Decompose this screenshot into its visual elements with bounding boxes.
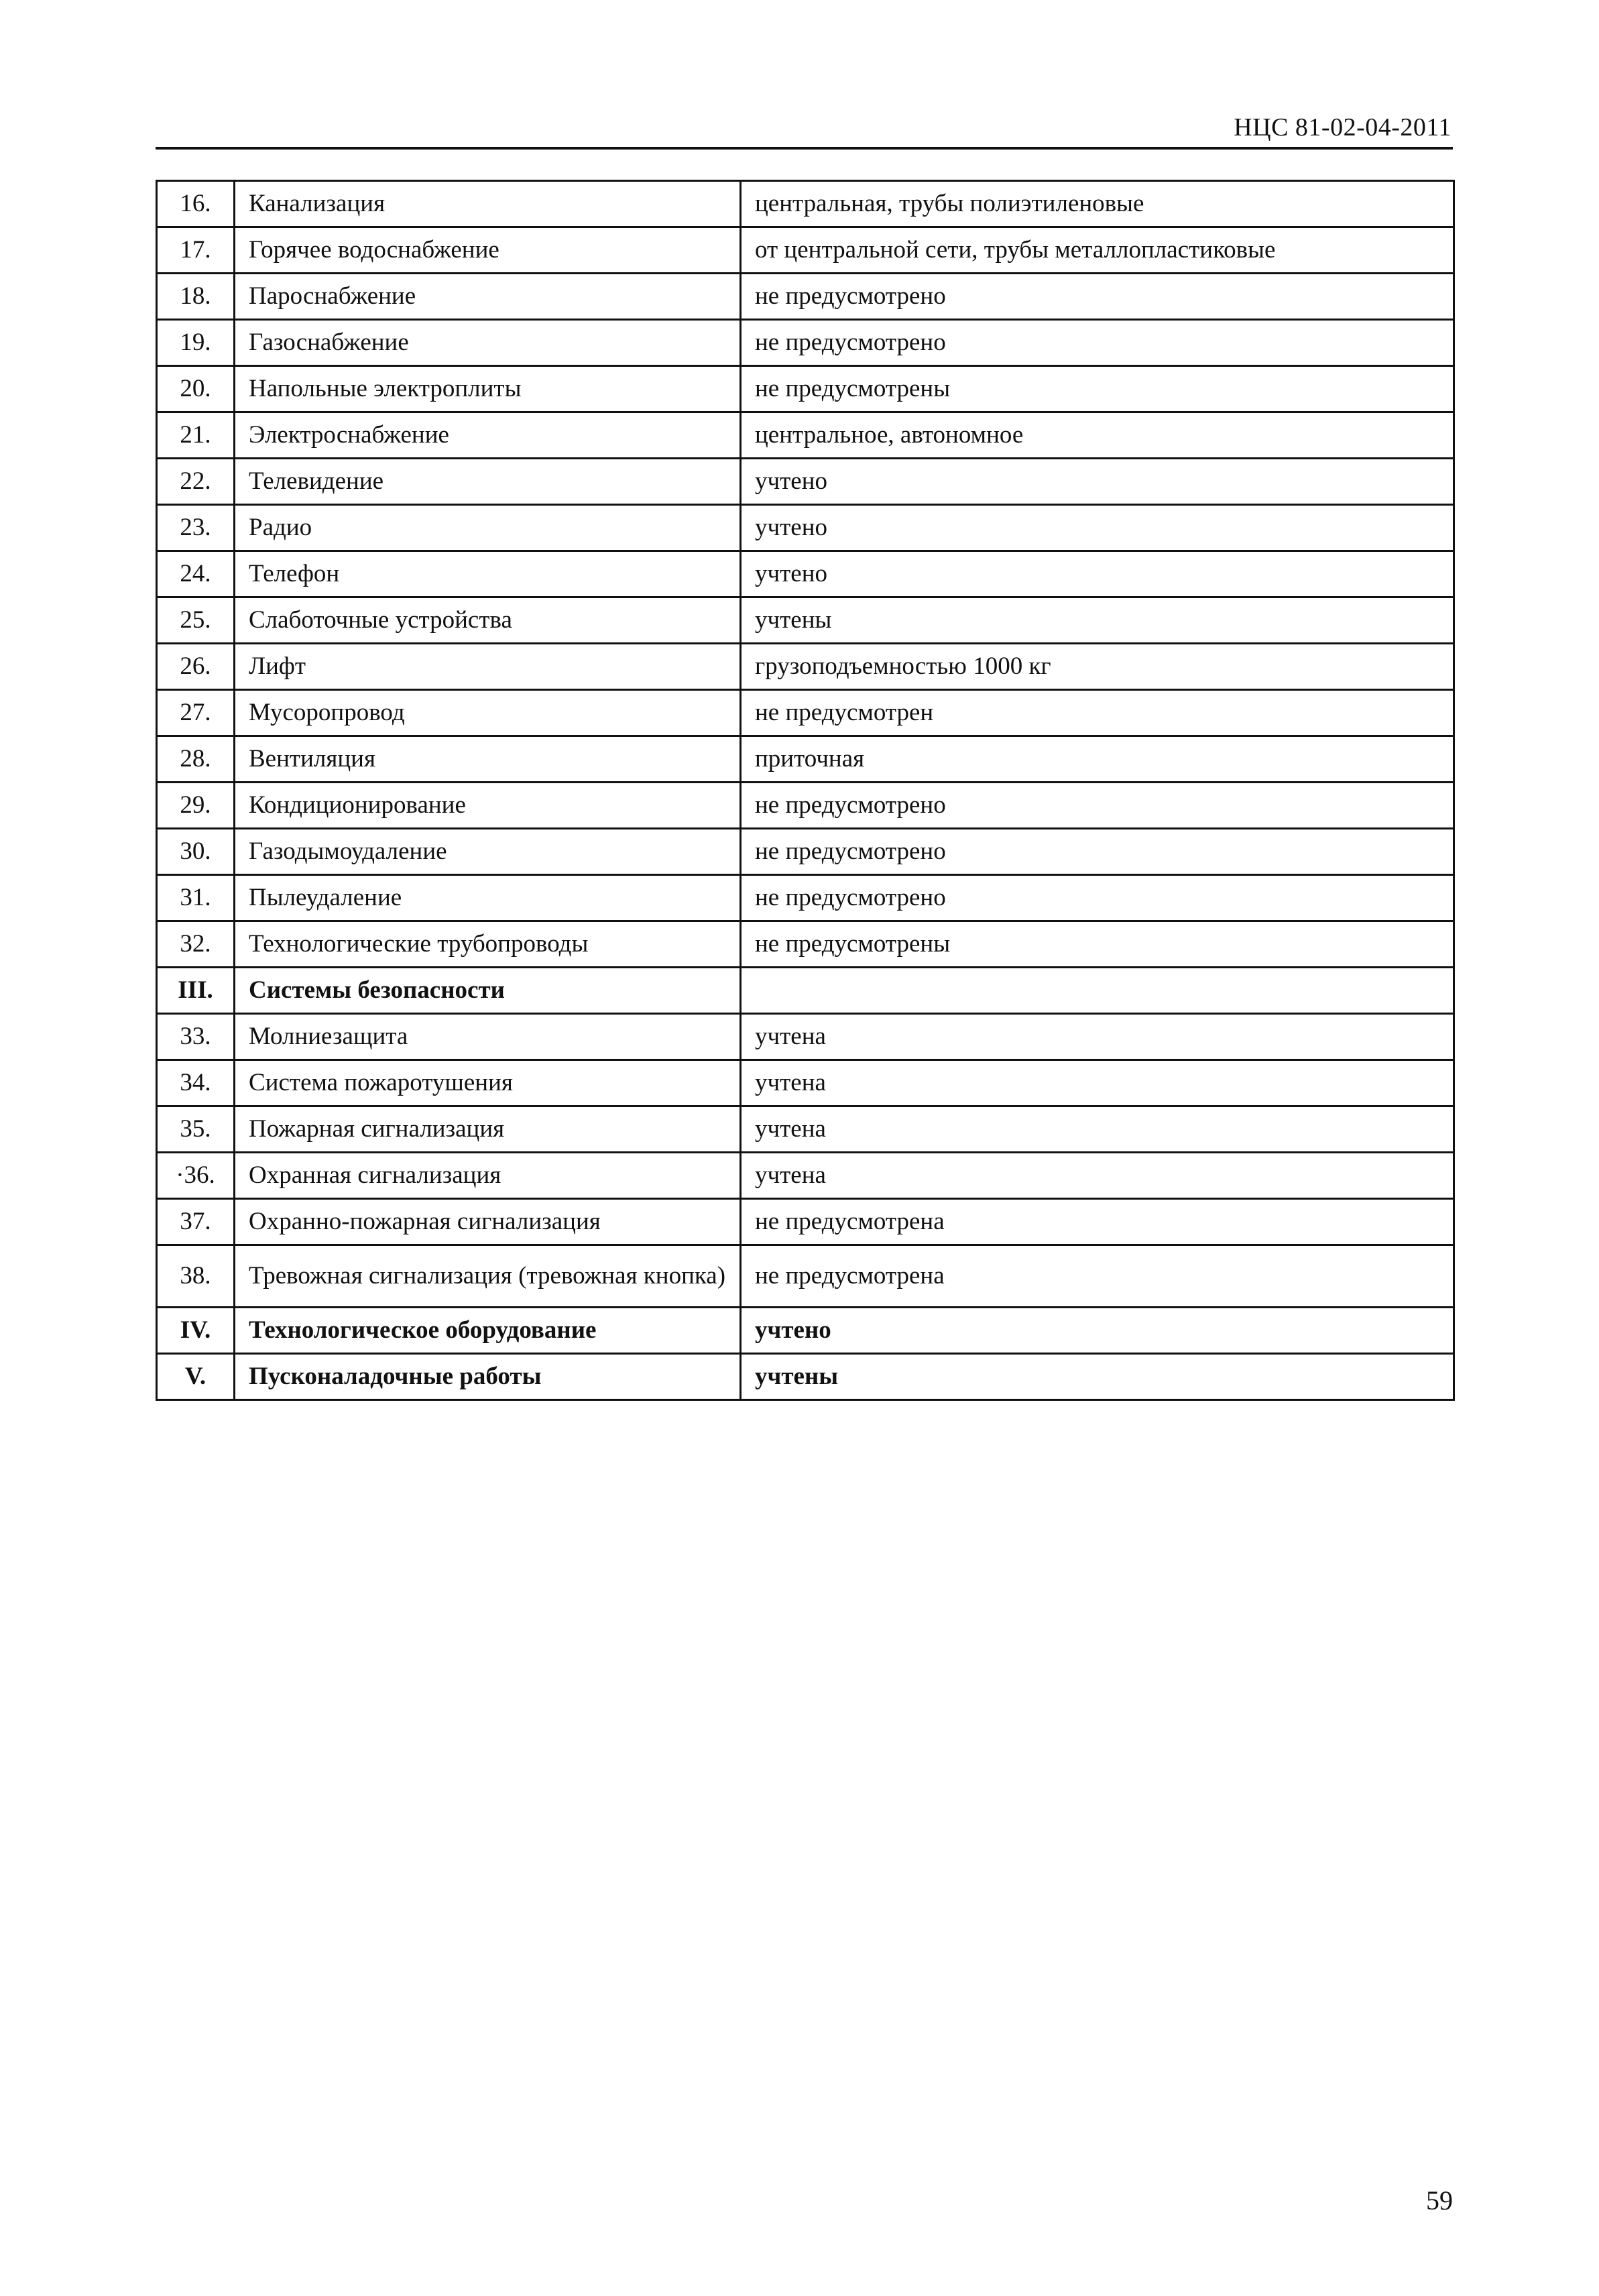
row-number: 26. xyxy=(157,644,235,690)
table-row xyxy=(157,1060,1454,1106)
item-description: учтена xyxy=(741,1106,1454,1153)
row-number: 28. xyxy=(157,736,235,783)
row-number: III. xyxy=(157,968,235,1014)
item-name: Электроснабжение xyxy=(235,412,741,459)
table-row xyxy=(157,829,1454,875)
row-number: IV. xyxy=(157,1308,235,1354)
item-description: учтено xyxy=(741,1308,1454,1354)
row-number: ·36. xyxy=(157,1153,235,1199)
item-description: приточная xyxy=(741,736,1454,783)
row-number: 32. xyxy=(157,921,235,968)
table-row xyxy=(157,921,1454,968)
row-number: 31. xyxy=(157,875,235,921)
row-number: 35. xyxy=(157,1106,235,1153)
item-name: Охранная сигнализация xyxy=(235,1153,741,1199)
item-name: Пусконаладочные работы xyxy=(235,1354,741,1400)
row-number: 24. xyxy=(157,551,235,597)
row-number: 16. xyxy=(157,181,235,227)
row-number: 27. xyxy=(157,690,235,736)
specification-table xyxy=(156,180,1455,1401)
table-row xyxy=(157,274,1454,320)
row-number: 29. xyxy=(157,783,235,829)
item-name: Слаботочные устройства xyxy=(235,597,741,644)
item-name: Система пожаротушения xyxy=(235,1060,741,1106)
item-description: не предусмотрено xyxy=(741,783,1454,829)
table-row xyxy=(157,320,1454,366)
item-name: Молниезащита xyxy=(235,1014,741,1060)
section-row xyxy=(157,1354,1454,1400)
table-row xyxy=(157,505,1454,551)
item-name: Технологические трубопроводы xyxy=(235,921,741,968)
item-description: не предусмотрены xyxy=(741,921,1454,968)
row-number: V. xyxy=(157,1354,235,1400)
table-row xyxy=(157,227,1454,274)
item-name: Телевидение xyxy=(235,459,741,505)
item-description: учтено xyxy=(741,459,1454,505)
row-number: 23. xyxy=(157,505,235,551)
item-description: учтена xyxy=(741,1060,1454,1106)
item-description: центральная, трубы полиэтиленовые xyxy=(741,181,1454,227)
page-number: 59 xyxy=(1426,2185,1453,2216)
row-number: 19. xyxy=(157,320,235,366)
table-row xyxy=(157,1153,1454,1199)
item-description: не предусмотрена xyxy=(741,1199,1454,1245)
row-number: 17. xyxy=(157,227,235,274)
table-row xyxy=(157,366,1454,412)
table-row xyxy=(157,875,1454,921)
table-row xyxy=(157,1014,1454,1060)
table-row xyxy=(157,181,1454,227)
item-name: Мусоропровод xyxy=(235,690,741,736)
table-row xyxy=(157,1106,1454,1153)
table-row xyxy=(157,412,1454,459)
item-name: Телефон xyxy=(235,551,741,597)
row-number: 18. xyxy=(157,274,235,320)
item-name: Кондиционирование xyxy=(235,783,741,829)
table-row xyxy=(157,644,1454,690)
row-number: 22. xyxy=(157,459,235,505)
row-number: 20. xyxy=(157,366,235,412)
item-name: Тревожная сигнализация (тревожная кнопка) xyxy=(235,1245,741,1308)
item-name: Пожарная сигнализация xyxy=(235,1106,741,1153)
item-description: не предусмотрен xyxy=(741,690,1454,736)
item-description: не предусмотрено xyxy=(741,875,1454,921)
item-description: не предусмотрено xyxy=(741,829,1454,875)
item-description: не предусмотрены xyxy=(741,366,1454,412)
table-row xyxy=(157,1199,1454,1245)
table-row xyxy=(157,690,1454,736)
item-description: учтена xyxy=(741,1014,1454,1060)
row-number: 30. xyxy=(157,829,235,875)
row-number: 37. xyxy=(157,1199,235,1245)
row-number: 34. xyxy=(157,1060,235,1106)
item-name: Радио xyxy=(235,505,741,551)
item-description: учтены xyxy=(741,1354,1454,1400)
table-row xyxy=(157,736,1454,783)
item-name: Охранно-пожарная сигнализация xyxy=(235,1199,741,1245)
section-row xyxy=(157,1308,1454,1354)
row-number: 33. xyxy=(157,1014,235,1060)
item-name: Газодымоудаление xyxy=(235,829,741,875)
item-description: не предусмотрено xyxy=(741,274,1454,320)
section-row xyxy=(157,968,1454,1014)
item-name: Пароснабжение xyxy=(235,274,741,320)
item-description xyxy=(741,968,1454,1014)
table-row xyxy=(157,459,1454,505)
item-name: Канализация xyxy=(235,181,741,227)
item-description: грузоподъемностью 1000 кг xyxy=(741,644,1454,690)
item-description: не предусмотрено xyxy=(741,320,1454,366)
row-number: 25. xyxy=(157,597,235,644)
item-name: Технологическое оборудование xyxy=(235,1308,741,1354)
item-description: не предусмотрена xyxy=(741,1245,1454,1308)
row-number: 21. xyxy=(157,412,235,459)
item-name: Газоснабжение xyxy=(235,320,741,366)
table-row xyxy=(157,1245,1454,1308)
item-name: Пылеудаление xyxy=(235,875,741,921)
item-description: учтено xyxy=(741,551,1454,597)
header-divider xyxy=(156,147,1453,150)
item-description: центральное, автономное xyxy=(741,412,1454,459)
item-description: от центральной сети, трубы металлопластиковые xyxy=(741,227,1454,274)
table-row xyxy=(157,597,1454,644)
item-name: Системы безопасности xyxy=(235,968,741,1014)
item-name: Вентиляция xyxy=(235,736,741,783)
item-name: Лифт xyxy=(235,644,741,690)
item-description: учтено xyxy=(741,505,1454,551)
item-name: Горячее водоснабжение xyxy=(235,227,741,274)
table-row xyxy=(157,551,1454,597)
table-body xyxy=(157,181,1454,1400)
item-description: учтена xyxy=(741,1153,1454,1199)
row-number: 38. xyxy=(157,1245,235,1308)
item-description: учтены xyxy=(741,597,1454,644)
table-row xyxy=(157,783,1454,829)
document-code: НЦС 81-02-04-2011 xyxy=(1234,113,1452,141)
item-name: Напольные электроплиты xyxy=(235,366,741,412)
